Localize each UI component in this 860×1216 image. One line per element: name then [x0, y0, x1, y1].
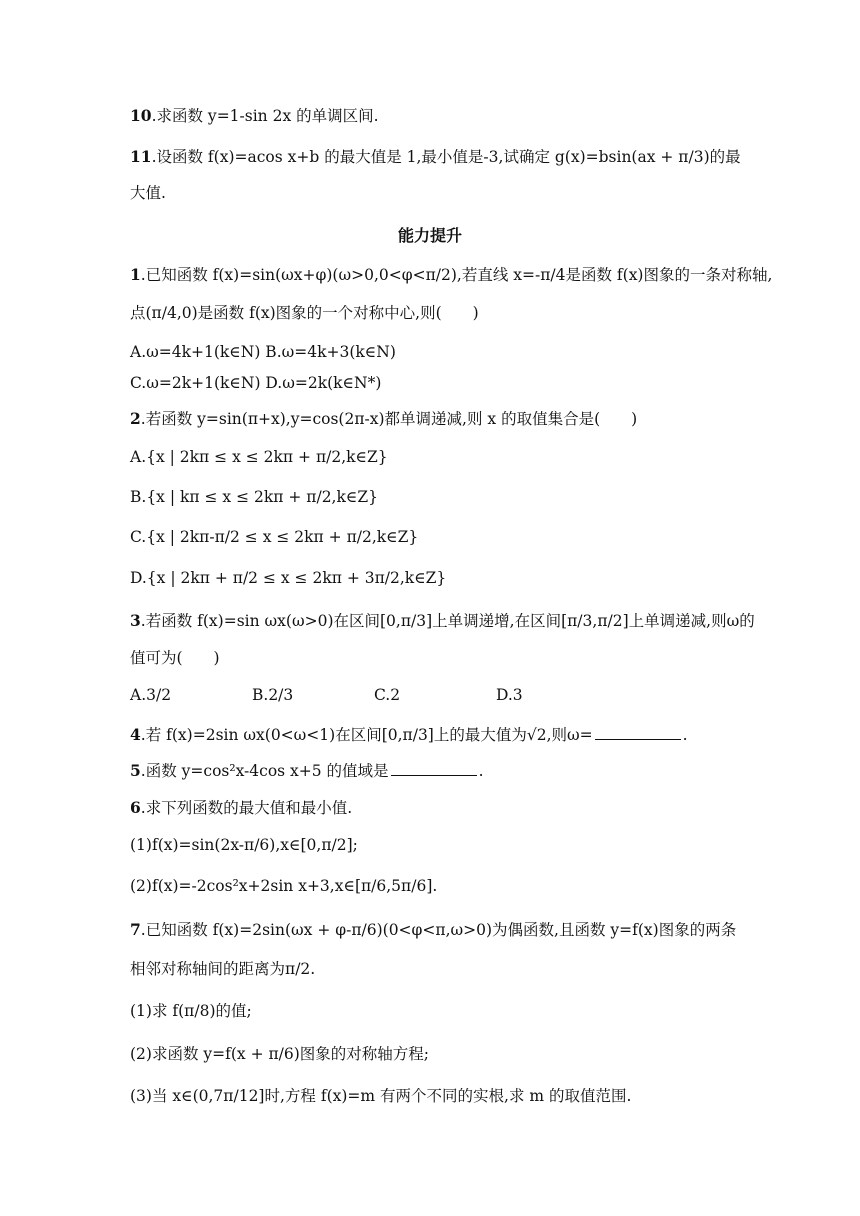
problem-5: 5.函数 y=cos²x-4cos x+5 的值域是 . — [130, 761, 484, 780]
problem-3-line-2: 值可为( ) — [130, 649, 220, 667]
section-title: 能力提升 — [397, 226, 462, 245]
problem-2-option-d: D.{x | 2kπ + π/2 ≤ x ≤ 2kπ + 3π/2,k∈Z} — [130, 569, 447, 587]
problem-3-option-d: D.3 — [496, 686, 523, 704]
problem-7-part-3: (3)当 x∈(0,7π/12]时,方程 f(x)=m 有两个不同的实根,求 m 的取值范围. — [130, 1087, 632, 1105]
problem-3-line-1: 3.若函数 f(x)=sin ωx(ω>0)在区间[0,π/3]上单调递增,在区间[π/3,π/2]上单调递减,则ω的 — [130, 611, 755, 630]
problem-2-option-b: B.{x | kπ ≤ x ≤ 2kπ + π/2,k∈Z} — [130, 488, 378, 506]
problem-1-line-2: 点(π/4,0)是函数 f(x)图象的一个对称中心,则( ) — [130, 304, 479, 322]
answer-blank — [391, 761, 477, 776]
problem-3-option-c: C.2 — [374, 686, 401, 704]
question-11-line-1: 11.设函数 f(x)=acos x+b 的最大值是 1,最小值是-3,试确定 g(x)=bsin(ax + π/3)的最 — [130, 147, 741, 166]
problem-6: 6.求下列函数的最大值和最小值. — [130, 798, 353, 817]
question-11-line-2: 大值. — [130, 184, 166, 202]
problem-3-option-b: B.2/3 — [252, 686, 294, 704]
problem-4: 4.若 f(x)=2sin ωx(0<ω<1)在区间[0,π/3]上的最大值为√2,则ω= . — [130, 725, 688, 744]
problem-6-part-2: (2)f(x)=-2cos²x+2sin x+3,x∈[π/6,5π/6]. — [130, 877, 438, 895]
problem-1-line-1: 1.已知函数 f(x)=sin(ωx+φ)(ω>0,0<φ<π/2),若直线 x=-π/4是函数 f(x)图象的一条对称轴, — [130, 265, 773, 284]
problem-2-option-a: A.{x | 2kπ ≤ x ≤ 2kπ + π/2,k∈Z} — [130, 448, 388, 466]
problem-7-line-2: 相邻对称轴间的距离为π/2. — [130, 960, 316, 978]
problem-3-options — [130, 684, 618, 706]
problem-6-part-1: (1)f(x)=sin(2x-π/6),x∈[0,π/2]; — [130, 836, 358, 854]
problem-7-part-2: (2)求函数 y=f(x + π/6)图象的对称轴方程; — [130, 1045, 430, 1063]
problem-2: 2.若函数 y=sin(π+x),y=cos(2π-x)都单调递减,则 x 的取值集合是( ) — [130, 409, 638, 428]
problem-3-option-a: A.3/2 — [130, 686, 172, 704]
answer-blank — [595, 725, 681, 740]
problem-2-option-c: C.{x | 2kπ-π/2 ≤ x ≤ 2kπ + π/2,k∈Z} — [130, 528, 419, 546]
problem-1-options-cd: C.ω=2k+1(k∈N) D.ω=2k(k∈N*) — [130, 374, 382, 392]
problem-7-line-1: 7.已知函数 f(x)=2sin(ωx + φ-π/6)(0<φ<π,ω>0)为偶函数,且函数 y=f(x)图象的两条 — [130, 920, 737, 939]
problem-1-options-ab: A.ω=4k+1(k∈N) B.ω=4k+3(k∈N) — [130, 343, 396, 361]
problem-7-part-1: (1)求 f(π/8)的值; — [130, 1002, 252, 1020]
question-10: 10.求函数 y=1-sin 2x 的单调区间. — [130, 106, 379, 125]
